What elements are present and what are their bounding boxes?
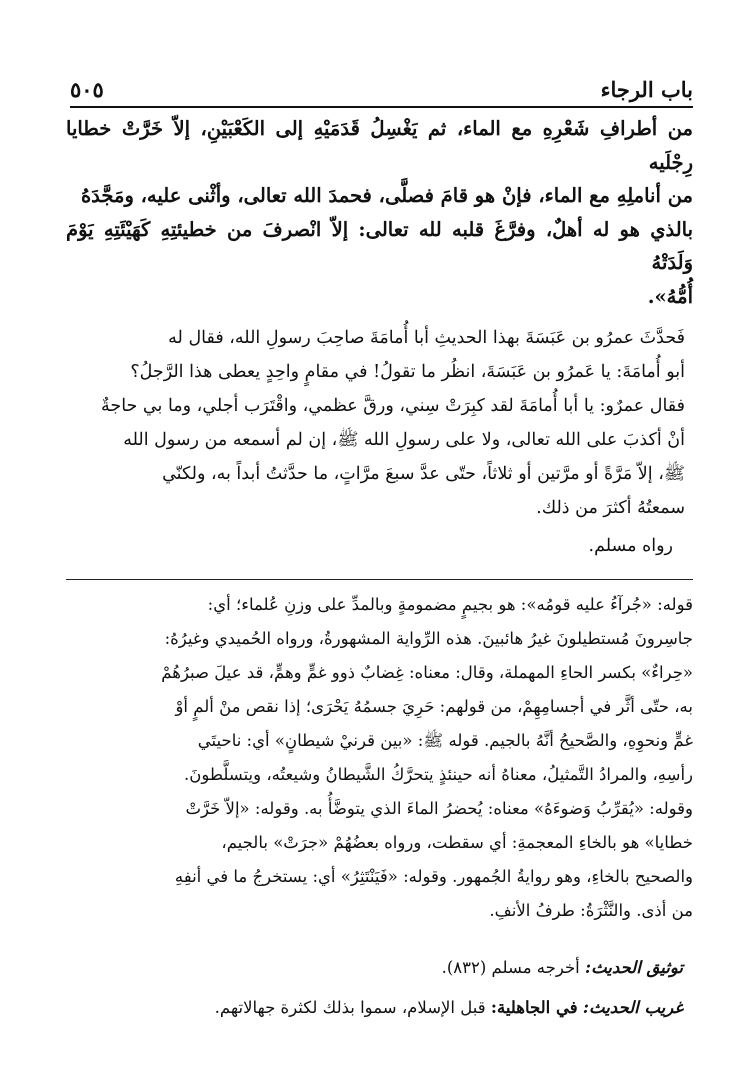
commentary-text xyxy=(66,588,693,928)
tawthiq-text: أخرجه مسلم (٨٣٢). xyxy=(441,958,580,977)
tawthiq-label: توثيق الحديث: xyxy=(584,958,683,977)
page-number: ٥٠٥ xyxy=(70,77,104,102)
hadith-text xyxy=(66,112,693,313)
commentary-line: «حِراءٌ» بكسر الحاءِ المهملة، وقال: معناه: غِضابٌ ذوو غمٍّ وهمٍّ، قد عيلَ صبرُهُمْ xyxy=(161,663,693,682)
source-line: رواه مسلم. xyxy=(588,536,673,556)
gharib-line xyxy=(66,988,683,1028)
page-body xyxy=(66,112,693,1028)
narration-line: أبو أُمامَةَ: يا عَمرُو بن عَبَسَةَ، انظُر ما تقولُ! في مقامٍ واحِدٍ يعطى هذا الرَّجلُ؟ xyxy=(130,362,685,382)
section-divider xyxy=(66,579,693,580)
commentary-line: وقوله: «يُقرِّبُ وَضوءَهُ» معناه: يُحضرُ الماءَ الذي يتوضَّأُ به. وقوله: «إلاّ خَرَّتْ xyxy=(185,799,693,818)
hadith-line: بالذي هو له أهلٌ، وفرَّغَ قلبه لله تعالى: إلاّ انْصرفَ من خطيئتِهِ كَهَيْئَتِهِ يَوْمَ وَلَدَتْهُ xyxy=(66,217,693,274)
commentary-line: والصحيح بالخاءِ، وهو روايةُ الجُمهور. وقوله: «فَيَنْتَثِرُ» أي: يستخرجُ ما في أنفِهِ xyxy=(174,867,693,886)
narration-line: فقال عمرٌو: يا أبا أُمامَةَ لقد كبِرَتْ سِني، ورقَّ عظمي، واقْتَرَب أجلي، وما بي حاجةٌ xyxy=(101,396,685,416)
narration-line: ﷺ، إلاّ مَرَّةً أو مرَّتين أو ثلاثاً، حتّى عدَّ سبعَ مرَّاتٍ، ما حدَّثتُ أبداً به، ولكنّي xyxy=(162,464,685,484)
chapter-title: باب الرجاء xyxy=(600,77,693,102)
commentary-line: به، حتّى أثَّر في أجسامِهِمْ، من قولهم: حَرِيَ جسمُهُ يَحْرَى؛ إذا نقص منْ ألمٍ أوْ xyxy=(175,697,693,716)
gharib-text: قبل الإسلام، سموا بذلك لكثرة جهالاتهم. xyxy=(214,998,486,1017)
narration-text xyxy=(66,321,693,525)
commentary-line: من أذى. والنَّثْرَةُ: طرفُ الأنفِ. xyxy=(489,901,693,920)
commentary-line: قوله: «جُرآءُ عليه قومُه»: هو بجيمٍ مضمومةٍ وبالمدِّ على وزنِ عُلماء؛ أي: xyxy=(207,595,693,614)
tawthiq-line xyxy=(66,948,683,988)
narration-line: أنْ أكذبَ على الله تعالى، ولا على رسولِ الله ﷺ، إن لم أسمعه من رسول الله xyxy=(123,430,685,450)
narration-line: سمعتُهُ أكثرَ من ذلك. xyxy=(536,498,685,518)
hadith-line: من أطرافِ شَعْرِهِ مع الماء، ثم يَغْسِلُ قَدَمَيْهِ إلى الكَعْبَيْنِ، إلاّ خَرَّتْ خطايا رِجْلَيه xyxy=(66,117,693,174)
commentary-line: خطايا» هو بالخاءِ المعجمةِ: أي سقطت، ورواه بعضُهُمْ «جرَتْ» بالجيم، xyxy=(221,833,693,852)
gharib-label: غريب الحديث: xyxy=(582,998,683,1017)
narration-line: فَحدَّثَ عمرُو بن عَبَسَةَ بهذا الحديثِ أبا أُمامَةَ صاحِبَ رسولِ الله، فقال له xyxy=(168,328,685,348)
commentary-line: رأسِهِ، والمرادُ التَّمثيلُ، معناهُ أنه حينئذٍ يتحرَّكُ الشَّيطانُ وشيعتُه، ويتسلَّطونَ. xyxy=(183,765,693,784)
hadith-line: أُمُّهُ». xyxy=(647,284,693,308)
hadith-line: من أناملِهِ مع الماء، فإنْ هو قامَ فصلَّى، فحمدَ الله تعالى، وأثْنى عليه، ومَجَّدَهُ xyxy=(80,184,693,207)
gharib-term: في الجاهلية: xyxy=(490,998,578,1017)
commentary-line: جاسِرونَ مُستطيلونَ غيرُ هائبينَ. هذه الرِّواية المشهورةُ، ورواه الحُميدي وغيرُهُ: xyxy=(164,629,693,648)
commentary-line: غمٍّ ونحوِهِ، والصَّحيحُ أنَّهُ بالجيم. قوله ﷺ: «بين قرنيْ شيطانٍ» أي: ناحيتَي xyxy=(197,731,693,750)
page-header xyxy=(70,70,693,108)
references-section xyxy=(66,948,693,1028)
